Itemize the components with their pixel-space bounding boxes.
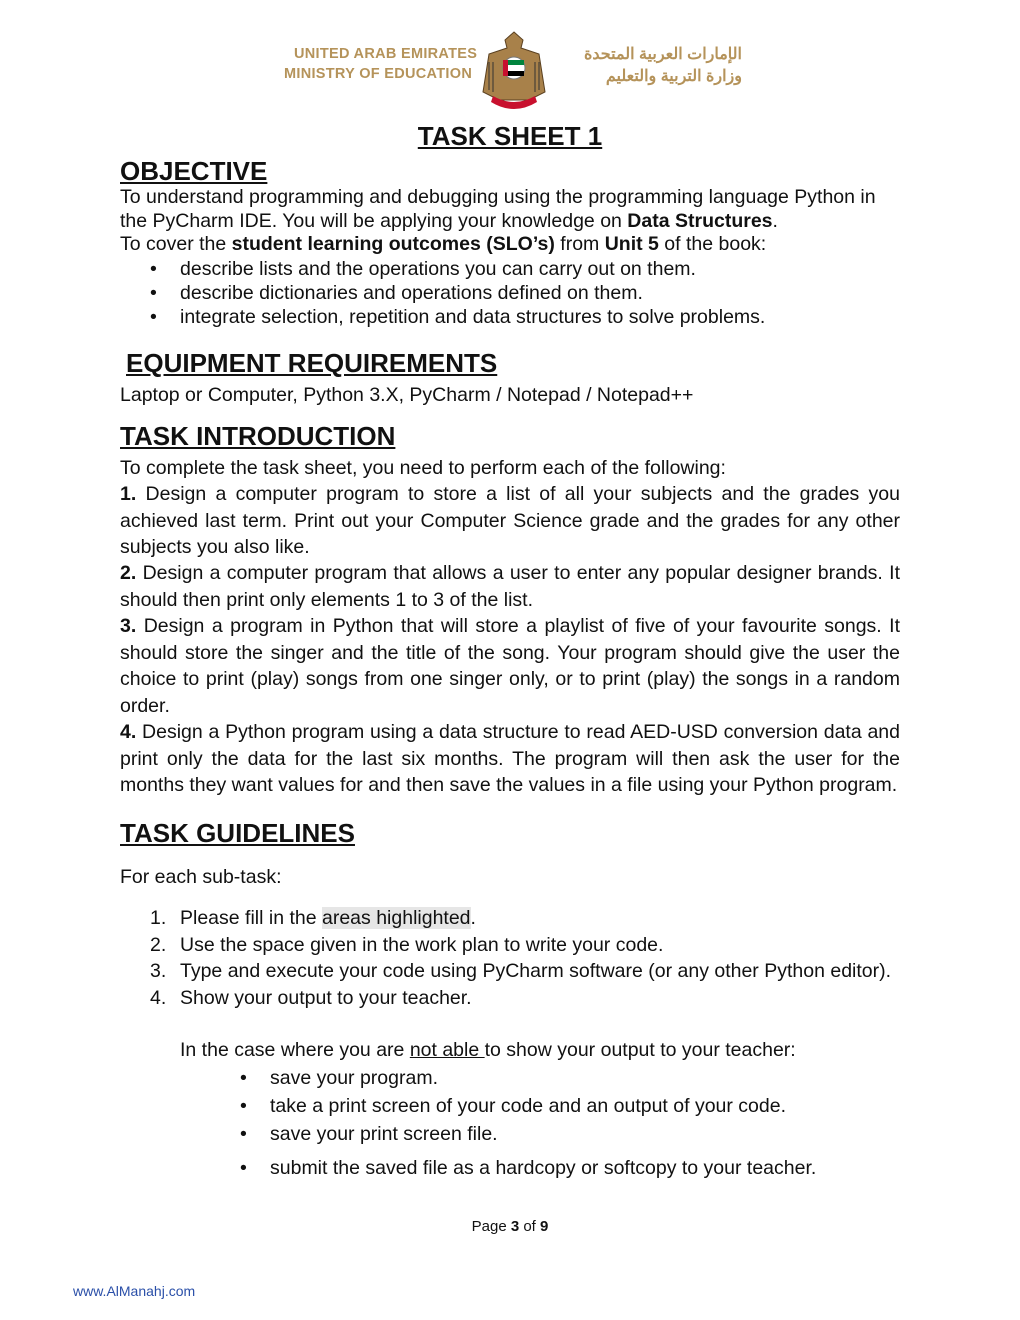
bold-text: Unit 5 bbox=[604, 233, 659, 255]
objective-text bbox=[120, 210, 900, 233]
objective-heading: OBJECTIVE bbox=[120, 156, 268, 186]
text: To cover the bbox=[120, 233, 232, 255]
text: . bbox=[772, 210, 778, 232]
objective-text bbox=[120, 186, 900, 209]
list-item: • save your print screen file. bbox=[240, 1123, 498, 1145]
ministry-en-line1: UNITED ARAB EMIRATES bbox=[294, 46, 478, 62]
equipment-heading: EQUIPMENT REQUIREMENTS bbox=[126, 348, 498, 378]
page-title: TASK SHEET 1 bbox=[417, 121, 603, 151]
guidelines-lead: For each sub-task: bbox=[120, 866, 282, 888]
step-3: 3. Type and execute your code using PyCharm software (or any other Python editor). bbox=[150, 960, 892, 982]
bold-text: student learning outcomes (SLO’s) bbox=[231, 233, 555, 255]
text: of the book: bbox=[658, 233, 767, 255]
intro-lead: To complete the task sheet, you need to perform each of the following: bbox=[120, 457, 726, 479]
step-1: 1. Please fill in the areas highlighted. bbox=[150, 907, 476, 929]
text: To understand programming and debugging using the programming language Python in bbox=[120, 186, 876, 208]
case-text: In the case where you are not able to show your output to your teacher: bbox=[180, 1039, 796, 1061]
objective-slo bbox=[120, 233, 900, 256]
text: the PyCharm IDE. You will be applying your knowledge on bbox=[120, 210, 628, 232]
list-item: • submit the saved file as a hardcopy or softcopy to your teacher. bbox=[240, 1157, 817, 1179]
list-item: • describe dictionaries and operations defined on them. bbox=[150, 282, 643, 304]
ministry-ar-line2: وزارة التربية والتعليم bbox=[605, 68, 742, 85]
task-item-2: 2. Design a computer program that allows a user to enter any popular designer brands. It should then print only elements 1 to 3 of the list. bbox=[120, 562, 900, 611]
task-item-3: 3. Design a program in Python that will store a playlist of five of your favourite songs. It should store the singer and the title of the song. Your program should give the user the choice to print (play) songs from one singer only, or to print (play) the songs in a random order. bbox=[120, 615, 900, 717]
step-2: 2. Use the space given in the work plan to write your code. bbox=[150, 934, 664, 956]
guidelines-heading: TASK GUIDELINES bbox=[120, 818, 355, 848]
bold-text: Data Structures bbox=[627, 210, 773, 232]
step-4: 4. Show your output to your teacher. bbox=[150, 987, 472, 1009]
intro-heading: TASK INTRODUCTION bbox=[120, 421, 396, 451]
ministry-ar-line1: الإمارات العربية المتحدة bbox=[584, 46, 742, 63]
equipment-text: Laptop or Computer, Python 3.X, PyCharm / Notepad / Notepad++ bbox=[120, 384, 694, 406]
ministry-en-line2: MINISTRY OF EDUCATION bbox=[284, 66, 473, 82]
list-item: • save your program. bbox=[240, 1067, 438, 1089]
list-item: • integrate selection, repetition and data structures to solve problems. bbox=[150, 306, 766, 328]
page-number: Page 3 of 9 bbox=[471, 1218, 549, 1235]
task-item-1: 1. Design a computer program to store a list of all your subjects and the grades you achieved last term. Print out your Computer Science grade and the grades for any other subjects you also like. bbox=[120, 483, 900, 558]
list-item: • describe lists and the operations you can carry out on them. bbox=[150, 258, 696, 280]
uae-emblem-logo bbox=[481, 30, 547, 114]
text: from bbox=[554, 233, 605, 255]
list-item: • take a print screen of your code and an output of your code. bbox=[240, 1095, 786, 1117]
site-link[interactable]: www.AlManahj.com bbox=[73, 1283, 196, 1299]
task-item-4: 4. Design a Python program using a data structure to read AED-USD conversion data and print only the data for the last six months. The program will then ask the user for the months they want values for and then save the values in a file using your Python program. bbox=[120, 721, 900, 796]
highlighted-text: areas highlighted bbox=[322, 907, 471, 929]
